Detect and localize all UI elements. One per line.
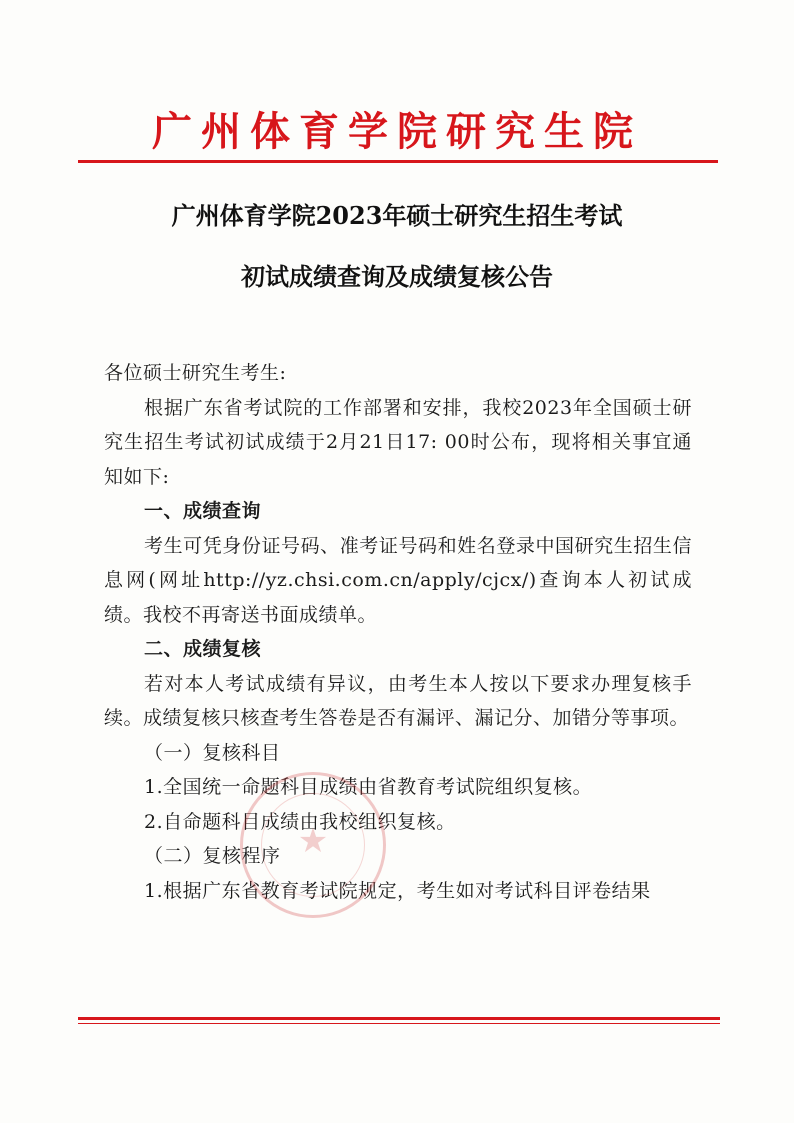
review-subjects-item-1: 1.全国统一命题科目成绩由省教育考试院组织复核。 [144,776,593,798]
subsection-heading-review-subjects: （一）复核科目 [144,741,281,764]
document-title-line-1: 广州体育学院2023年硕士研究生招生考试 [171,201,623,230]
letterhead-title: 广州体育学院研究生院 [152,108,642,155]
intro-paragraph: 根据广东省考试院的工作部署和安排，我校2023年全国硕士研究生招生考试初试成绩于2月21日17: 00时公布，现将相关事宜通知如下: [104,396,692,488]
footer-red-rule-thin [78,1023,720,1024]
document-title-line-2: 初试成绩查询及成绩复核公告 [241,262,553,291]
review-subjects-item-2: 2.自命题科目成绩由我校组织复核。 [144,810,456,833]
greeting: 各位硕士研究生考生: [104,362,287,384]
document-body [104,356,692,908]
section-heading-score-query: 一、成绩查询 [144,500,262,522]
review-procedure-item-1: 1.根据广东省教育考试院规定，考生如对考试科目评卷结果 [144,879,651,902]
score-review-paragraph: 若对本人考试成绩有异议，由考生本人按以下要求办理复核手续。成绩复核只核查考生答卷是否有漏评、漏记分、加错分等事项。 [104,672,692,729]
letterhead-red-rule [78,160,718,163]
section-heading-score-review: 二、成绩复核 [144,638,262,660]
score-query-paragraph: 考生可凭身份证号码、准考证号码和姓名登录中国研究生招生信息网(网址http://yz.chsi.com.cn/apply/cjcx/)查询本人初试成绩。我校不再寄送书面成绩单。 [104,534,692,626]
seal-star-icon: ★ [297,821,329,861]
footer-red-rule-thick [78,1017,720,1020]
subsection-heading-review-procedure: （二）复核程序 [144,845,281,867]
